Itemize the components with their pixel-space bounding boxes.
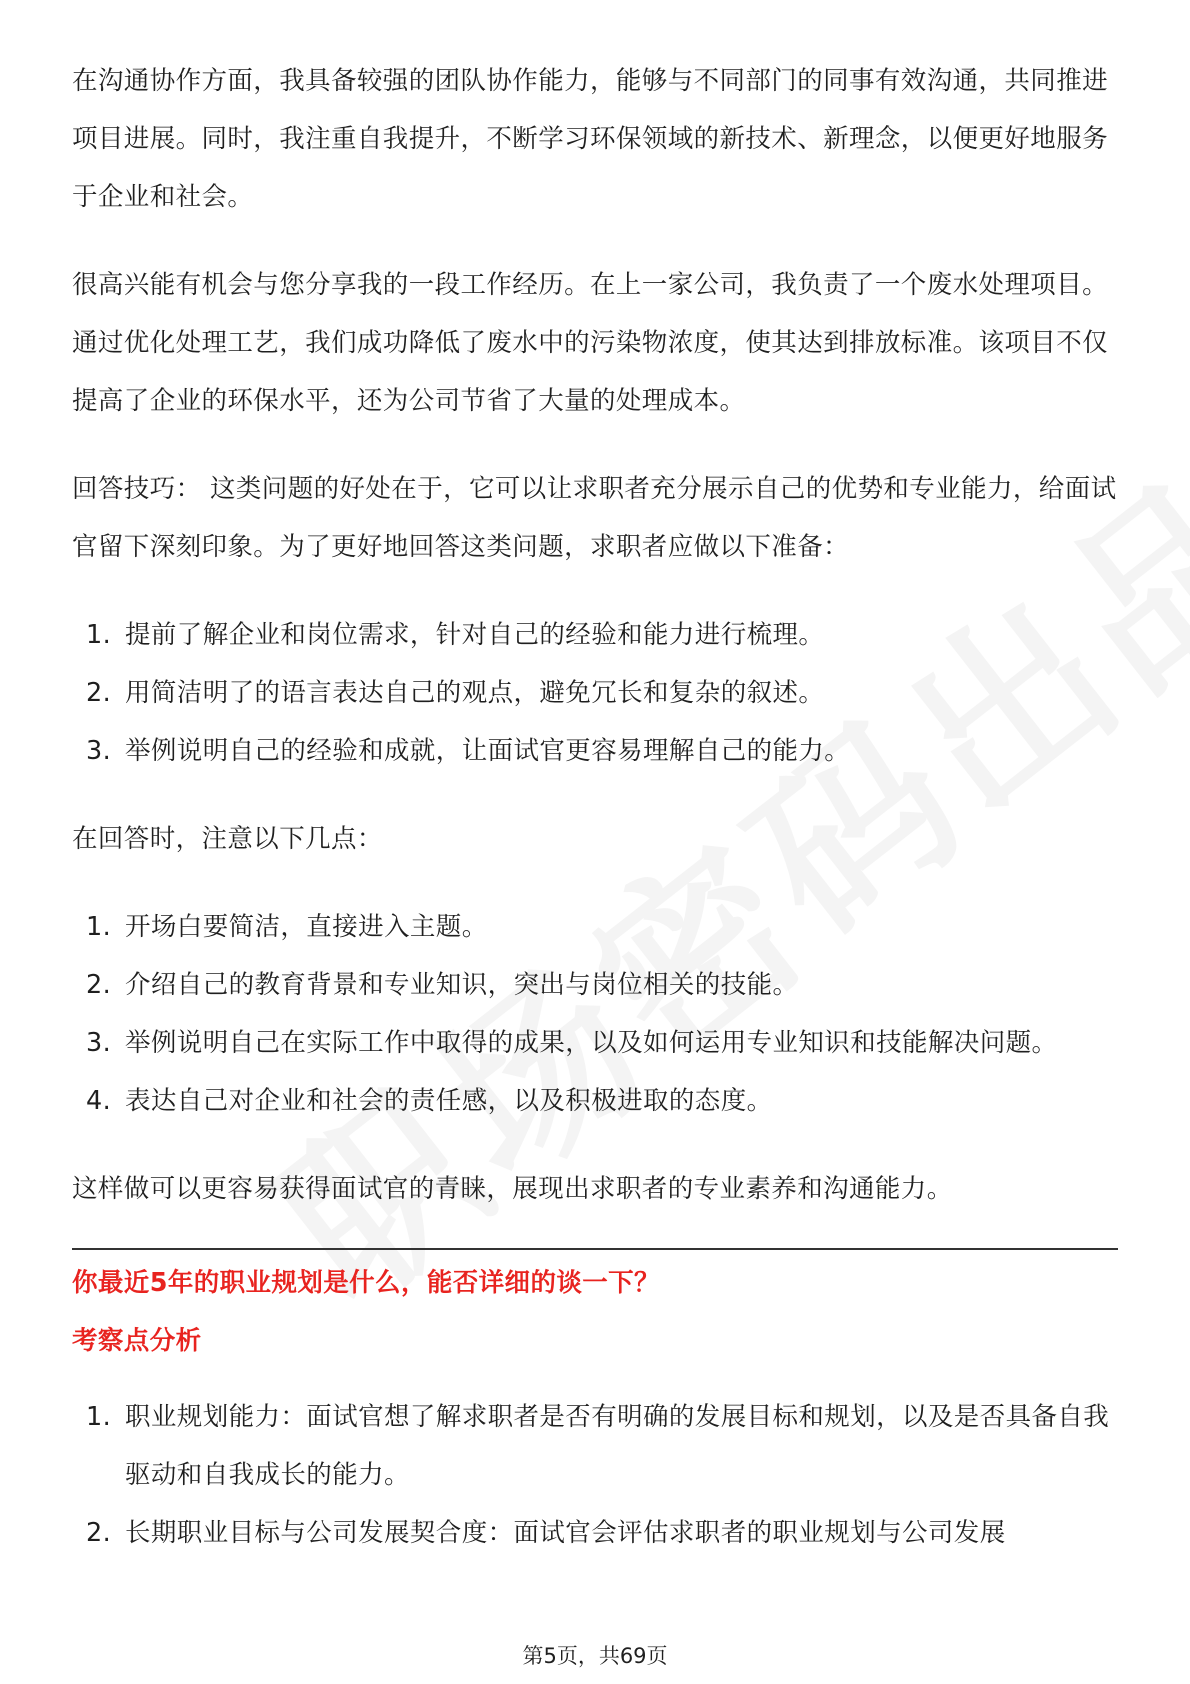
analysis-heading: 考察点分析 xyxy=(72,1326,202,1356)
paragraph-experience: 很高兴能有机会与您分享我的一段工作经历。在上一家公司，我负责了一个废水处理项目。通过优化处理工艺，我们成功降低了废水中的污染物浓度，使其达到排放标准。该项目不仅提高了企业的环保水平，还为公司节省了大量的处理成本。 xyxy=(72,270,1109,416)
preparation-list xyxy=(72,606,1118,780)
section-divider xyxy=(72,1248,1118,1250)
list-item: 1. 提前了解企业和岗位需求，针对自己的经验和能力进行梳理。 xyxy=(86,620,825,650)
list-item: 1. 开场白要简洁，直接进入主题。 xyxy=(86,912,488,942)
list-item: 1. 职业规划能力：面试官想了解求职者是否有明确的发展目标和规划，以及是否具备自我驱动和自我成长的能力。 xyxy=(86,1402,1110,1490)
page-number: 第5页，共69页 xyxy=(522,1644,668,1668)
paragraph-answer-tips: 回答技巧： 这类问题的好处在于，它可以让求职者充分展示自己的优势和专业能力，给面试官留下深刻印象。为了更好地回答这类问题，求职者应做以下准备： xyxy=(72,474,1117,562)
list-item: 4. 表达自己对企业和社会的责任感，以及积极进取的态度。 xyxy=(86,1086,773,1116)
list-item: 2. 长期职业目标与公司发展契合度：面试官会评估求职者的职业规划与公司发展 xyxy=(86,1518,1006,1548)
notes-list xyxy=(72,898,1118,1130)
list-item: 3. 举例说明自己在实际工作中取得的成果，以及如何运用专业知识和技能解决问题。 xyxy=(86,1028,1058,1058)
paragraph-notes-intro: 在回答时，注意以下几点： xyxy=(72,824,383,854)
document-page xyxy=(72,52,1118,1592)
paragraph-conclusion: 这样做可以更容易获得面试官的青睐，展现出求职者的专业素养和沟通能力。 xyxy=(72,1174,953,1204)
question-heading: 你最近5年的职业规划是什么，能否详细的谈一下？ xyxy=(72,1268,660,1298)
list-item: 3. 举例说明自己的经验和成就，让面试官更容易理解自己的能力。 xyxy=(86,736,851,766)
paragraph-teamwork: 在沟通协作方面，我具备较强的团队协作能力，能够与不同部门的同事有效沟通，共同推进项目进展。同时，我注重自我提升，不断学习环保领域的新技术、新理念，以便更好地服务于企业和社会。 xyxy=(72,66,1109,212)
list-item: 2. 用简洁明了的语言表达自己的观点，避免冗长和复杂的叙述。 xyxy=(86,678,825,708)
list-item: 2. 介绍自己的教育背景和专业知识，突出与岗位相关的技能。 xyxy=(86,970,799,1000)
analysis-list xyxy=(72,1388,1118,1562)
